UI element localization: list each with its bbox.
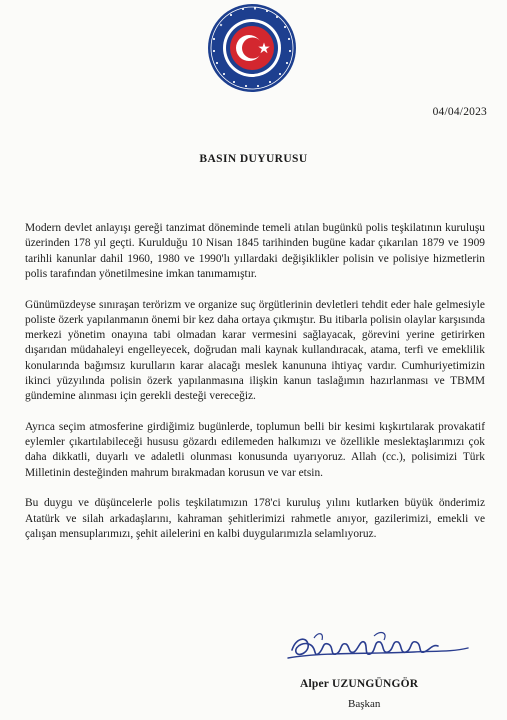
body-paragraph-2: Günümüzdeyse sınıraşan terörizm ve organize suç örgütlerinin devletleri tehdit eder hale gelmesiyle poliste özerk yapılanmanın önemi bir kez daha ortaya çıkmıştır. Bu itibarla polisin olaylar karşısında merkezi yönetim onayına tabi olmadan karar vermesini sağlayacak, görevini yerine getirirken dışarıdan müdahaleyi engelleyecek, doğrudan mali kaynak kullandıracak, atama, terfi ve emeklilik konularında bağımsız kurulların karar alacağı meslek kanununa ihtiyaç vardır. Cumhuriyetimizin ikinci yüzyılında polisin özerk yapılanmasına ilişkin kanun taslağımın hazırlanması ve TBMM gündemine alınması için gerekli desteği vereceğiz. xyxy=(25,298,485,402)
document-date: 04/04/2023 xyxy=(432,106,487,118)
handwritten-signature-icon xyxy=(284,628,474,668)
body-paragraph-3: Ayrıca seçim atmosferine girdiğimiz bugünlerde, toplumun belli bir kesimi kışkırtılarak provakatif eylemler çıkartılabileceği hususu gözardı edilemeden halkımızı ve özellikle meslektaşlarımızı çok daha dikkatli, duyarlı ve adaletli olunması konusunda uyarıyoruz. Allah (cc.), polisimizi Türk Milletinin desteğinden mahrum bırakmadan korusun ve var etsin. xyxy=(25,420,485,479)
body-paragraph-4: Bu duygu ve düşüncelerle polis teşkilatımızın 178'ci kuruluş yılını kutlarken büyük önderimiz Atatürk ve silah arkadaşlarını, kahraman şehitlerimizi rahmetle anıyor, gazilerimizi, emekli ve çalışan mensuplarımızı, şehit ailelerini en kalbi duygularımızla selamlıyoruz. xyxy=(25,497,485,540)
signer-role: Başkan xyxy=(348,698,381,710)
document-body xyxy=(25,221,485,558)
association-logo xyxy=(206,2,298,94)
signer-name: Alper UZUNGÜNGÖR xyxy=(300,678,419,690)
document-title: BASIN DUYURUSU xyxy=(199,153,308,165)
crescent-star-emblem-icon xyxy=(206,2,298,94)
body-paragraph-1: Modern devlet anlayışı gereği tanzimat döneminde temeli atılan bugünkü polis teşkilatının kuruluşu üzerinden 178 yıl geçti. Kuruldu​ğu 10 Nisan 1845 tarihinden bugüne kadar çıkarılan 1879 ve 1909 tarihli kanunlar dahil 1960, 1980 ve 1990'lı yıllardaki değişiklikler polisin ve polisiye hizmetlerin polis tarafından yönetilmesine imkan tanımamıştır. xyxy=(25,222,485,280)
